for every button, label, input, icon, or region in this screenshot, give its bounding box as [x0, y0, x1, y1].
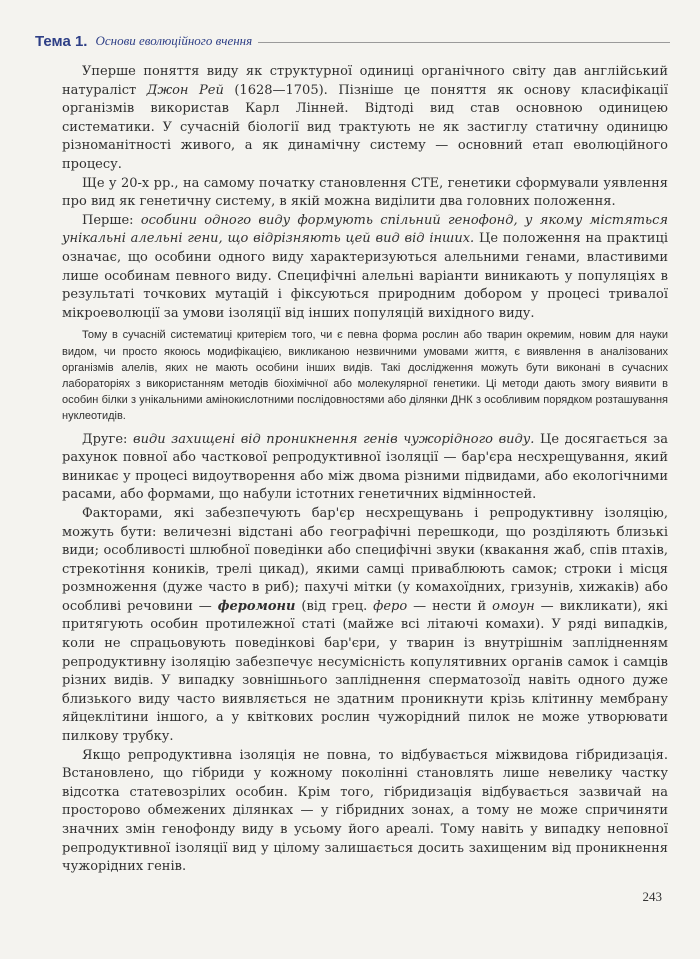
- paragraph-1: Уперше поняття виду як структурної одиниці органічного світу дав англійський натураліст Джон Рей (1628—1705). Пізніше це поняття як основу класифікації організмів використав Карл Лінней. Відтоді вид став основною одиницею систематики. У сучасній біології вид трактують не як застиглу статичну одиницю різноманітності живого, а як динамічну систему — основний етап еволюційного процесу.: [62, 64, 668, 172]
- paragraph-5: Факторами, які забезпечують бар'єр несхрещувань і репродуктивну ізоляцію, можуть бути: величезні відстані або географічні перешкоди, що розділяють близькі види; особливості шлюбної поведінки або специфічні звуки (квакання жаб, спів птахів, стрекотіння коників, трелі цикад), якими самці приваблюють самок; строки і місця розмноження (дуже часто в риб); пахучі мітки (у комахоїдних, гризунів, хижаків) або особливі речовини — феромони (від грец. феро — нести й омоун — викликати), які притягують особин протилежної статі (майже всі літаючі комахи). У ряді випадків, коли не спрацьовують поведінкові бар'єри, у тварин із внутрішнім заплідненням репродуктивну ізоляцію забезпечує несумісність копулятивних органів самок і самців різних видів. У випадку зовнішнього запліднення сперматозоїд навіть одного дуже близького виду часто виявляється не здатним проникнути крізь клітинну мембрану яйцеклітини іншого, а у квіткових рослин чужорідний пилок не може утворювати пилкову трубку.: [62, 505, 668, 745]
- main-text: [62, 63, 668, 877]
- topic-title: Основи еволюційного вчення: [95, 33, 253, 48]
- page-header: [35, 30, 670, 52]
- term-pheromones: феромони: [217, 598, 296, 614]
- second-principle: види захищені від проникнення генів чужорідного виду.: [133, 431, 535, 447]
- paragraph-3: Перше: особини одного виду формують спільний генофонд, у якому містяться унікальні алельні гени, що відрізняють цей вид від інших. Це положення на практиці означає, що особини одного виду характеризуються алельними генами, властивими лише особинам певного виду. Специфічні алельні варіанти виникають у популяціях в результаті точкових мутацій і фіксуються природним добором у процесі тривалої мікроеволюції за умови ізоляції від інших популяцій вихідного виду.: [62, 212, 668, 321]
- topic-label: Тема 1.: [35, 32, 88, 50]
- paragraph-6: Якщо репродуктивна ізоляція не повна, то відбувається міжвидова гібридизація. Встановлено, що гібриди у кожному поколінні становлять лише невелику частку відсотка статевозрілих особин. Крім того, гібридизація відбувається зазвичай на просторово обмежених ділянках — у гібридних зонах, а тому не може спричиняти значних змін генофонду виду в усьому його ареалі. Тому навіть у випадку неповної репродуктивної ізоляції вид у цілому залишається досить захищеним від проникнення чужорідних генів.: [62, 747, 668, 875]
- page-number: 243: [642, 889, 662, 904]
- first-principle: особини одного виду формують спільний генофонд, у якому містяться унікальні алельні гени, що відрізняють цей вид від інших.: [62, 212, 668, 247]
- small-print-paragraph: Тому в сучасній систематиці критерієм того, чи є певна форма рослин або тварин окремим, новим для науки видом, чи просто якоюсь модифікацією, викликаною незвичними умовами життя, є виявлення в аналізованих організмів алелів, яких не мають особини інших видів. Такі дослідження можуть бути виконані в сучасних лабораторіях з використанням методів біохімічної або молекулярної генетики. Ці методи дають змогу виявити в особин білки з унікальними амінокислотними послідовностями або ділянки ДНК з особливим порядком розташування нуклеотидів.: [62, 329, 668, 423]
- naturalist-name: Джон Рей: [146, 82, 224, 98]
- paragraph-4: Друге: види захищені від проникнення генів чужорідного виду. Це досягається за рахунок повної або часткової репродуктивної ізоляції — бар'єра несхрещування, який виникає у процесі видоутворення або між двома різними підвидами, або екологічними расами, або формами, що набули істотних генетичних відмінностей.: [62, 431, 668, 503]
- paragraph-2: Ще у 20-х рр., на самому початку становлення СТЕ, генетики сформували уявлення про вид як генетичну систему, в якій можна виділити два головних положення.: [62, 175, 668, 210]
- header-rule: [258, 42, 670, 43]
